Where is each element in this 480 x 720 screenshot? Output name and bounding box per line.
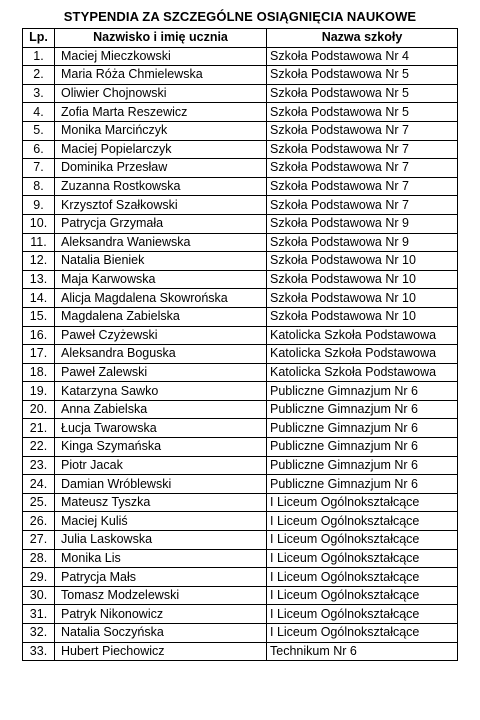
table-row bbox=[23, 84, 458, 103]
table-row bbox=[23, 438, 458, 457]
student-name: Aleksandra Waniewska bbox=[55, 233, 267, 252]
student-name: Katarzyna Sawko bbox=[55, 382, 267, 401]
row-number: 33. bbox=[23, 642, 55, 661]
school-name: Szkoła Podstawowa Nr 7 bbox=[267, 159, 458, 178]
row-number: 7. bbox=[23, 159, 55, 178]
school-name: Katolicka Szkoła Podstawowa bbox=[267, 326, 458, 345]
student-name: Monika Marcińczyk bbox=[55, 121, 267, 140]
table-row bbox=[23, 531, 458, 550]
row-number: 26. bbox=[23, 512, 55, 531]
table-row bbox=[23, 121, 458, 140]
row-number: 29. bbox=[23, 568, 55, 587]
school-name: Szkoła Podstawowa Nr 7 bbox=[267, 140, 458, 159]
row-number: 11. bbox=[23, 233, 55, 252]
table-row bbox=[23, 289, 458, 308]
student-name: Alicja Magdalena Skowrońska bbox=[55, 289, 267, 308]
student-name: Oliwier Chojnowski bbox=[55, 84, 267, 103]
header-name: Nazwisko i imię ucznia bbox=[55, 29, 267, 48]
student-name: Julia Laskowska bbox=[55, 531, 267, 550]
student-name: Maria Róża Chmielewska bbox=[55, 66, 267, 85]
table-row bbox=[23, 307, 458, 326]
school-name: Publiczne Gimnazjum Nr 6 bbox=[267, 400, 458, 419]
table-row bbox=[23, 177, 458, 196]
student-name: Maciej Kuliś bbox=[55, 512, 267, 531]
student-name: Łucja Twarowska bbox=[55, 419, 267, 438]
table-row bbox=[23, 568, 458, 587]
row-number: 21. bbox=[23, 419, 55, 438]
table-row bbox=[23, 345, 458, 364]
school-name: I Liceum Ogólnokształcące bbox=[267, 605, 458, 624]
student-name: Piotr Jacak bbox=[55, 456, 267, 475]
table-row bbox=[23, 586, 458, 605]
student-name: Maciej Mieczkowski bbox=[55, 47, 267, 66]
table-row bbox=[23, 642, 458, 661]
school-name: Szkoła Podstawowa Nr 9 bbox=[267, 214, 458, 233]
school-name: Publiczne Gimnazjum Nr 6 bbox=[267, 438, 458, 457]
school-name: Szkoła Podstawowa Nr 7 bbox=[267, 196, 458, 215]
school-name: Szkoła Podstawowa Nr 9 bbox=[267, 233, 458, 252]
school-name: I Liceum Ogólnokształcące bbox=[267, 624, 458, 643]
student-name: Zuzanna Rostkowska bbox=[55, 177, 267, 196]
school-name: Szkoła Podstawowa Nr 5 bbox=[267, 66, 458, 85]
table-row bbox=[23, 456, 458, 475]
school-name: Publiczne Gimnazjum Nr 6 bbox=[267, 382, 458, 401]
row-number: 13. bbox=[23, 270, 55, 289]
student-name: Maciej Popielarczyk bbox=[55, 140, 267, 159]
row-number: 15. bbox=[23, 307, 55, 326]
table-header-row bbox=[23, 29, 458, 48]
school-name: Szkoła Podstawowa Nr 10 bbox=[267, 307, 458, 326]
student-name: Paweł Czyżewski bbox=[55, 326, 267, 345]
school-name: Szkoła Podstawowa Nr 4 bbox=[267, 47, 458, 66]
student-name: Krzysztof Szałkowski bbox=[55, 196, 267, 215]
school-name: Szkoła Podstawowa Nr 10 bbox=[267, 270, 458, 289]
row-number: 25. bbox=[23, 493, 55, 512]
student-name: Anna Zabielska bbox=[55, 400, 267, 419]
table-row bbox=[23, 66, 458, 85]
table-row bbox=[23, 159, 458, 178]
school-name: I Liceum Ogólnokształcące bbox=[267, 568, 458, 587]
table-row bbox=[23, 475, 458, 494]
school-name: Szkoła Podstawowa Nr 7 bbox=[267, 121, 458, 140]
header-school: Nazwa szkoły bbox=[267, 29, 458, 48]
row-number: 14. bbox=[23, 289, 55, 308]
student-name: Maja Karwowska bbox=[55, 270, 267, 289]
student-name: Aleksandra Boguska bbox=[55, 345, 267, 364]
table-row bbox=[23, 47, 458, 66]
student-name: Paweł Zalewski bbox=[55, 363, 267, 382]
row-number: 10. bbox=[23, 214, 55, 233]
student-name: Natalia Soczyńska bbox=[55, 624, 267, 643]
school-name: I Liceum Ogólnokształcące bbox=[267, 586, 458, 605]
row-number: 24. bbox=[23, 475, 55, 494]
school-name: Szkoła Podstawowa Nr 7 bbox=[267, 177, 458, 196]
table-row bbox=[23, 196, 458, 215]
table-row bbox=[23, 624, 458, 643]
table-row bbox=[23, 363, 458, 382]
school-name: I Liceum Ogólnokształcące bbox=[267, 493, 458, 512]
student-name: Mateusz Tyszka bbox=[55, 493, 267, 512]
row-number: 19. bbox=[23, 382, 55, 401]
row-number: 8. bbox=[23, 177, 55, 196]
student-name: Dominika Przesław bbox=[55, 159, 267, 178]
table-row bbox=[23, 103, 458, 122]
row-number: 1. bbox=[23, 47, 55, 66]
school-name: Katolicka Szkoła Podstawowa bbox=[267, 363, 458, 382]
table-row bbox=[23, 419, 458, 438]
row-number: 27. bbox=[23, 531, 55, 550]
row-number: 6. bbox=[23, 140, 55, 159]
student-name: Zofia Marta Reszewicz bbox=[55, 103, 267, 122]
student-name: Kinga Szymańska bbox=[55, 438, 267, 457]
school-name: Publiczne Gimnazjum Nr 6 bbox=[267, 475, 458, 494]
row-number: 31. bbox=[23, 605, 55, 624]
row-number: 3. bbox=[23, 84, 55, 103]
table-body bbox=[23, 47, 458, 661]
row-number: 23. bbox=[23, 456, 55, 475]
row-number: 17. bbox=[23, 345, 55, 364]
table-row bbox=[23, 326, 458, 345]
school-name: Publiczne Gimnazjum Nr 6 bbox=[267, 456, 458, 475]
row-number: 4. bbox=[23, 103, 55, 122]
student-name: Natalia Bieniek bbox=[55, 252, 267, 271]
scholarship-table bbox=[22, 28, 458, 661]
school-name: Szkoła Podstawowa Nr 10 bbox=[267, 252, 458, 271]
row-number: 5. bbox=[23, 121, 55, 140]
school-name: Szkoła Podstawowa Nr 10 bbox=[267, 289, 458, 308]
table-row bbox=[23, 605, 458, 624]
school-name: Technikum Nr 6 bbox=[267, 642, 458, 661]
row-number: 20. bbox=[23, 400, 55, 419]
school-name: Szkoła Podstawowa Nr 5 bbox=[267, 103, 458, 122]
school-name: Katolicka Szkoła Podstawowa bbox=[267, 345, 458, 364]
document-title: STYPENDIA ZA SZCZEGÓLNE OSIĄGNIĘCIA NAUKOWE bbox=[63, 9, 417, 24]
row-number: 12. bbox=[23, 252, 55, 271]
student-name: Monika Lis bbox=[55, 549, 267, 568]
student-name: Hubert Piechowicz bbox=[55, 642, 267, 661]
table-row bbox=[23, 549, 458, 568]
table-row bbox=[23, 493, 458, 512]
row-number: 18. bbox=[23, 363, 55, 382]
school-name: I Liceum Ogólnokształcące bbox=[267, 512, 458, 531]
student-name: Patryk Nikonowicz bbox=[55, 605, 267, 624]
row-number: 16. bbox=[23, 326, 55, 345]
school-name: I Liceum Ogólnokształcące bbox=[267, 531, 458, 550]
row-number: 30. bbox=[23, 586, 55, 605]
table-row bbox=[23, 512, 458, 531]
school-name: I Liceum Ogólnokształcące bbox=[267, 549, 458, 568]
row-number: 28. bbox=[23, 549, 55, 568]
student-name: Patrycja Małs bbox=[55, 568, 267, 587]
table-row bbox=[23, 214, 458, 233]
table-row bbox=[23, 382, 458, 401]
table-row bbox=[23, 140, 458, 159]
table-row bbox=[23, 400, 458, 419]
row-number: 22. bbox=[23, 438, 55, 457]
table-row bbox=[23, 233, 458, 252]
student-name: Magdalena Zabielska bbox=[55, 307, 267, 326]
school-name: Szkoła Podstawowa Nr 5 bbox=[267, 84, 458, 103]
row-number: 9. bbox=[23, 196, 55, 215]
table-row bbox=[23, 270, 458, 289]
student-name: Tomasz Modzelewski bbox=[55, 586, 267, 605]
student-name: Damian Wróblewski bbox=[55, 475, 267, 494]
row-number: 2. bbox=[23, 66, 55, 85]
student-name: Patrycja Grzymała bbox=[55, 214, 267, 233]
header-lp: Lp. bbox=[23, 29, 55, 48]
table-row bbox=[23, 252, 458, 271]
school-name: Publiczne Gimnazjum Nr 6 bbox=[267, 419, 458, 438]
row-number: 32. bbox=[23, 624, 55, 643]
